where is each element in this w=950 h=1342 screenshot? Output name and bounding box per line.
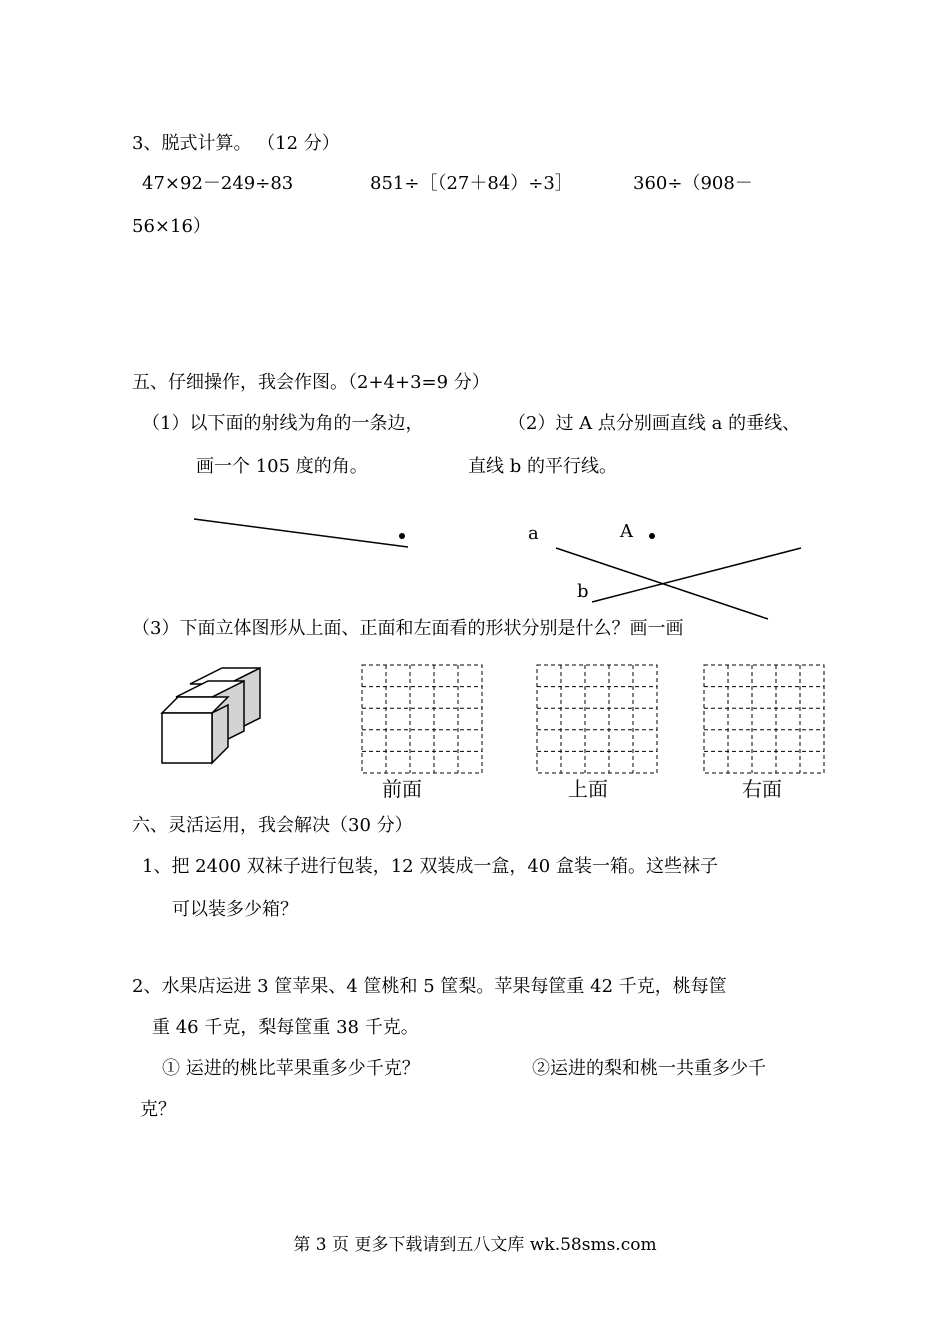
expression-3-continued: 56×16） bbox=[132, 216, 211, 237]
expression-2: 851÷［（27＋84）÷3］ bbox=[370, 173, 573, 194]
problem-2-sub-1: ① 运进的桃比苹果重多少千克？ bbox=[162, 1058, 420, 1079]
section6-title: 六、灵活运用，我会解决（30 分） bbox=[132, 815, 413, 836]
section3-title: 3、脱式计算。 （12 分） bbox=[132, 133, 340, 154]
problem-2-sub-2-continued: 克？ bbox=[140, 1099, 176, 1120]
question-2-line-2: 直线 b 的平行线。 bbox=[468, 456, 617, 477]
problem-2-sub-2: ②运进的梨和桃一共重多少千 bbox=[532, 1058, 766, 1079]
question-1-line-1: （1）以下面的射线为角的一条边， bbox=[142, 413, 424, 434]
problem-2-line-2: 重 46 千克，梨每筐重 38 千克。 bbox=[152, 1017, 419, 1038]
question-2-line-1: （2）过 A 点分别画直线 a 的垂线、 bbox=[508, 413, 801, 434]
question-3: （3）下面立体图形从上面、正面和左面看的形状分别是什么？画一画 bbox=[132, 618, 684, 639]
question-1-line-2: 画一个 105 度的角。 bbox=[196, 456, 368, 477]
page-footer: 第 3 页 更多下载请到五八文库 wk.58sms.com bbox=[293, 1235, 657, 1255]
grid-label-front: 前面 bbox=[382, 777, 422, 801]
problem-1-line-2: 可以装多少箱？ bbox=[172, 899, 298, 920]
grid-top[interactable] bbox=[537, 665, 659, 775]
label-a: a bbox=[528, 523, 539, 544]
problem-2-line-1: 2、水果店运进 3 筐苹果、4 筐桃和 5 筐梨。苹果每筐重 42 千克，桃每筐 bbox=[132, 976, 727, 997]
grid-label-top: 上面 bbox=[568, 777, 608, 801]
grid-front[interactable] bbox=[362, 665, 484, 775]
grid-label-right: 右面 bbox=[742, 777, 782, 801]
problem-1-line-1: 1、把 2400 双袜子进行包装，12 双装成一盒，40 盒装一箱。这些袜子 bbox=[142, 856, 718, 877]
section5-title: 五、仔细操作，我会作图。（2+4+3=9 分） bbox=[132, 372, 490, 393]
label-A: A bbox=[620, 521, 633, 542]
label-b: b bbox=[577, 581, 589, 602]
grid-right[interactable] bbox=[704, 665, 826, 775]
expression-3: 360÷（908－ bbox=[633, 173, 753, 194]
expression-1: 47×92－249÷83 bbox=[142, 173, 294, 194]
